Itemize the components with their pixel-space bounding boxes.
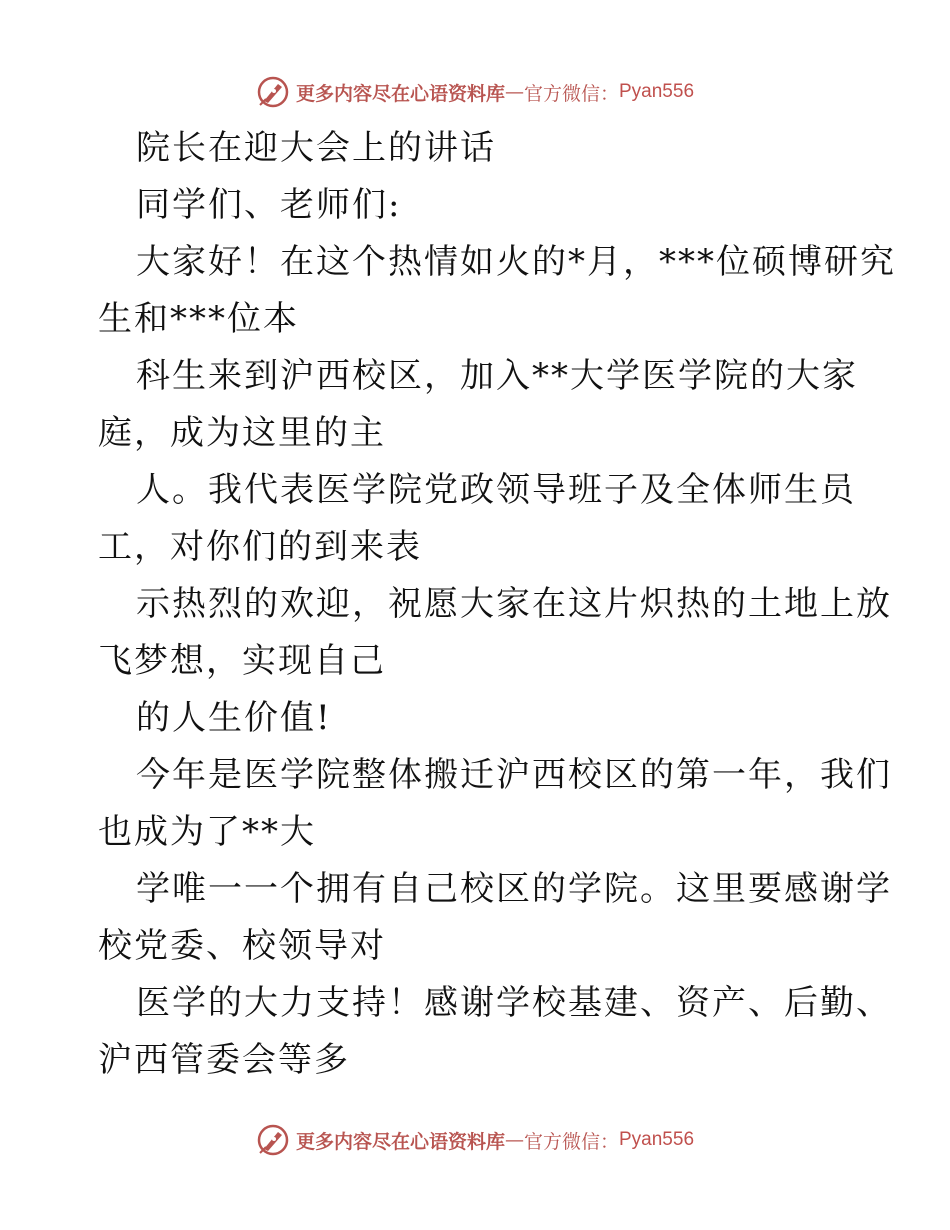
paragraph-line: 工，对你们的到来表 [98,527,422,567]
paragraph-line: 人。我代表医学院党政领导班子及全体师生员 [136,470,856,510]
pen-nib-circle-icon [256,1123,290,1157]
paragraph-line: 庭，成为这里的主 [98,413,386,453]
header-dash: — [504,81,524,103]
paragraph-line: 医学的大力支持！感谢学校基建、资产、后勤、 [136,983,892,1023]
document-body [98,120,896,1089]
paragraph-line: 今年是医学院整体搬迁沪西校区的第一年，我们 [136,755,892,795]
footer-watermark [0,1120,950,1160]
header-watermark [0,72,950,112]
paragraph-line: 示热烈的欢迎，祝愿大家在这片炽热的土地上放 [136,584,892,624]
paragraph-line: 也成为了**大 [98,812,316,852]
header-site-text: 更多内容尽在心语资料库 [295,82,505,105]
paragraph-line: 飞梦想，实现自己 [98,641,386,681]
paragraph-line: 校党委、校领导对 [98,926,386,966]
footer-wechat-id: Pyan556 [619,1129,695,1150]
header-wechat-label: 官方微信： [523,82,619,105]
footer-dash: — [504,1129,524,1151]
pen-nib-circle-icon [256,75,290,109]
footer-site-text: 更多内容尽在心语资料库 [295,1130,505,1153]
header-wechat-id: Pyan556 [619,81,695,102]
document-title: 院长在迎大会上的讲话 [136,128,496,168]
salutation: 同学们、老师们: [136,185,402,225]
paragraph-line: 科生来到沪西校区，加入**大学医学院的大家 [136,356,858,396]
paragraph-line: 沪西管委会等多 [98,1040,350,1080]
paragraph-line: 的人生价值! [136,698,332,738]
paragraph-line: 生和***位本 [98,299,299,339]
paragraph-line: 大家好！在这个热情如火的*月，***位硕博研究 [136,242,896,282]
footer-wechat-label: 官方微信： [523,1130,619,1153]
paragraph-line: 学唯一一个拥有自己校区的学院。这里要感谢学 [136,869,892,909]
